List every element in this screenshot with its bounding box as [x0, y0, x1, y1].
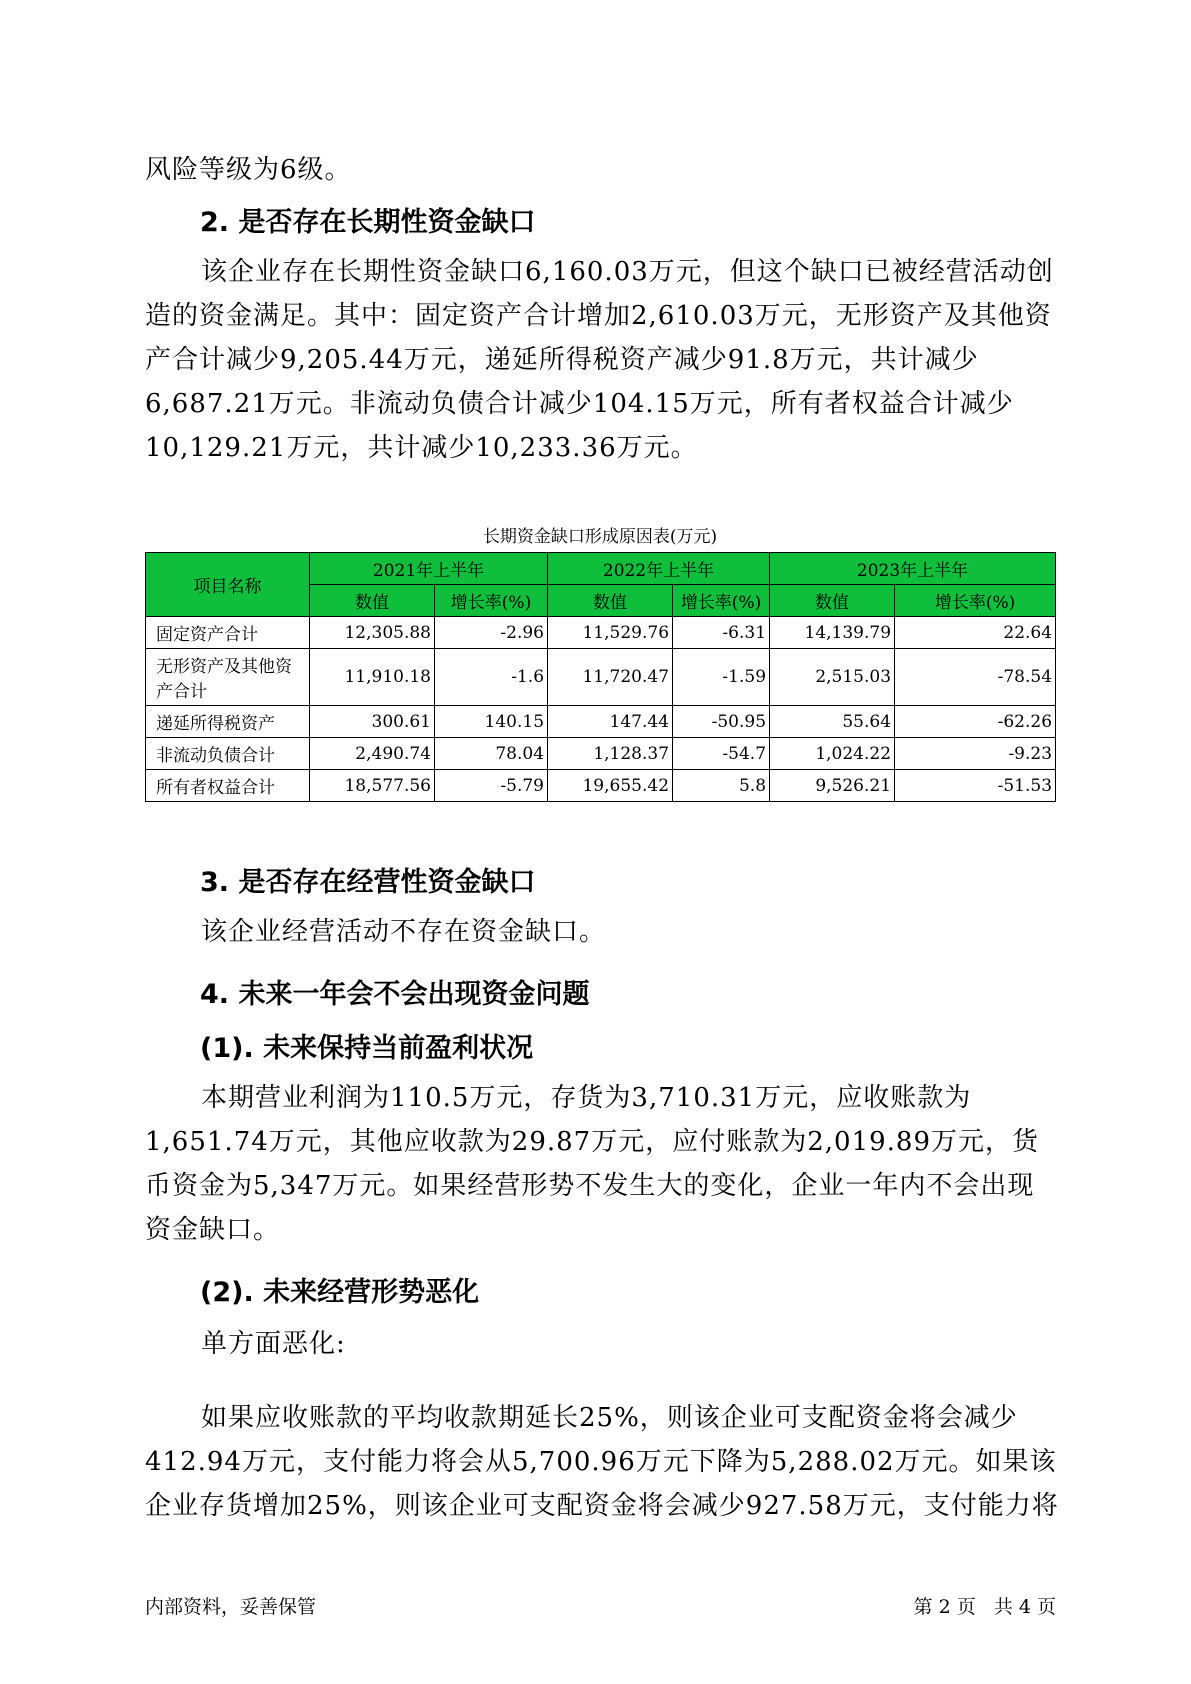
cell-value: 2,490.74 — [310, 738, 435, 770]
header-value: 数值 — [548, 585, 673, 617]
section-4-2-heading: (2). 未来经营形势恶化 — [200, 1277, 480, 1308]
long-term-gap-table — [145, 552, 1056, 802]
cell-value: 300.61 — [310, 706, 435, 738]
cell-value: 11,910.18 — [310, 649, 435, 706]
section-4-1-heading: (1). 未来保持当前盈利状况 — [200, 1033, 534, 1064]
cell-growth: -5.79 — [435, 770, 548, 802]
section-4-2-paragraph: 如果应收账款的平均收款期延长25%，则该企业可支配资金将会减少412.94万元，支付能力将会从5,700.96万元下降为5,288.02万元。如果该企业存货增加25%，则该企业可支配资金将会减少927.58万元，支付能力将 — [145, 1403, 1059, 1521]
cell-value: 11,720.47 — [548, 649, 673, 706]
cell-value: 12,305.88 — [310, 617, 435, 649]
table-row — [146, 770, 1056, 802]
cell-value: 147.44 — [548, 706, 673, 738]
header-year-2023: 2023年上半年 — [770, 553, 1056, 585]
header-growth: 增长率(%) — [673, 585, 770, 617]
header-value: 数值 — [770, 585, 895, 617]
header-growth: 增长率(%) — [435, 585, 548, 617]
cell-growth: -54.7 — [673, 738, 770, 770]
cell-value: 19,655.42 — [548, 770, 673, 802]
cell-growth: 22.64 — [895, 617, 1056, 649]
cell-value: 9,526.21 — [770, 770, 895, 802]
footer-confidential: 内部资料，妥善保管 — [145, 1596, 317, 1618]
intro-line: 风险等级为6级。 — [145, 155, 352, 185]
section-3-paragraph: 该企业经营活动不存在资金缺口。 — [201, 917, 607, 947]
row-label: 非流动负债合计 — [146, 738, 310, 770]
header-item-name: 项目名称 — [146, 553, 310, 617]
section-2-heading: 2. 是否存在长期性资金缺口 — [200, 207, 536, 238]
cell-growth: -78.54 — [895, 649, 1056, 706]
row-label: 所有者权益合计 — [146, 770, 310, 802]
header-year-2021: 2021年上半年 — [310, 553, 548, 585]
cell-growth: -50.95 — [673, 706, 770, 738]
cell-value: 14,139.79 — [770, 617, 895, 649]
header-value: 数值 — [310, 585, 435, 617]
cell-value: 2,515.03 — [770, 649, 895, 706]
section-4-1-paragraph: 本期营业利润为110.5万元，存货为3,710.31万元，应收账款为1,651.74万元，其他应收款为29.87万元，应付账款为2,019.89万元，货币资金为5,347万元。如果经营形势不发生大的变化，企业一年内不会出现资金缺口。 — [145, 1083, 1039, 1245]
section-4-2-intro: 单方面恶化: — [201, 1329, 346, 1359]
table-row — [146, 738, 1056, 770]
table-row — [146, 617, 1056, 649]
table-row — [146, 649, 1056, 706]
table-caption: 长期资金缺口形成原因表(万元) — [482, 527, 718, 547]
section-3-heading: 3. 是否存在经营性资金缺口 — [200, 867, 536, 898]
cell-growth: -51.53 — [895, 770, 1056, 802]
section-2-paragraph: 该企业存在长期性资金缺口6,160.03万元，但这个缺口已被经营活动创造的资金满足。其中：固定资产合计增加2,610.03万元，无形资产及其他资产合计减少9,205.44万元，递延所得税资产减少91.8万元，共计减少6,687.21万元。非流动负债合计减少104.15万元，所有者权益合计减少10,129.21万元，共计减少10,233.36万元。 — [145, 257, 1054, 463]
cell-growth: -62.26 — [895, 706, 1056, 738]
header-growth: 增长率(%) — [895, 585, 1056, 617]
cell-growth: 78.04 — [435, 738, 548, 770]
section-4-heading: 4. 未来一年会不会出现资金问题 — [200, 979, 590, 1010]
cell-growth: -1.6 — [435, 649, 548, 706]
cell-growth: -2.96 — [435, 617, 548, 649]
cell-value: 11,529.76 — [548, 617, 673, 649]
cell-value: 1,128.37 — [548, 738, 673, 770]
row-label: 固定资产合计 — [146, 617, 310, 649]
cell-growth: 140.15 — [435, 706, 548, 738]
cell-value: 55.64 — [770, 706, 895, 738]
cell-value: 1,024.22 — [770, 738, 895, 770]
cell-growth: -6.31 — [673, 617, 770, 649]
row-label: 无形资产及其他资产合计 — [146, 649, 310, 706]
header-year-2022: 2022年上半年 — [548, 553, 770, 585]
table-row — [146, 706, 1056, 738]
cell-growth: 5.8 — [673, 770, 770, 802]
footer-page-number: 第 2 页 共 4 页 — [913, 1596, 1056, 1618]
cell-growth: -9.23 — [895, 738, 1056, 770]
row-label: 递延所得税资产 — [146, 706, 310, 738]
cell-growth: -1.59 — [673, 649, 770, 706]
cell-value: 18,577.56 — [310, 770, 435, 802]
